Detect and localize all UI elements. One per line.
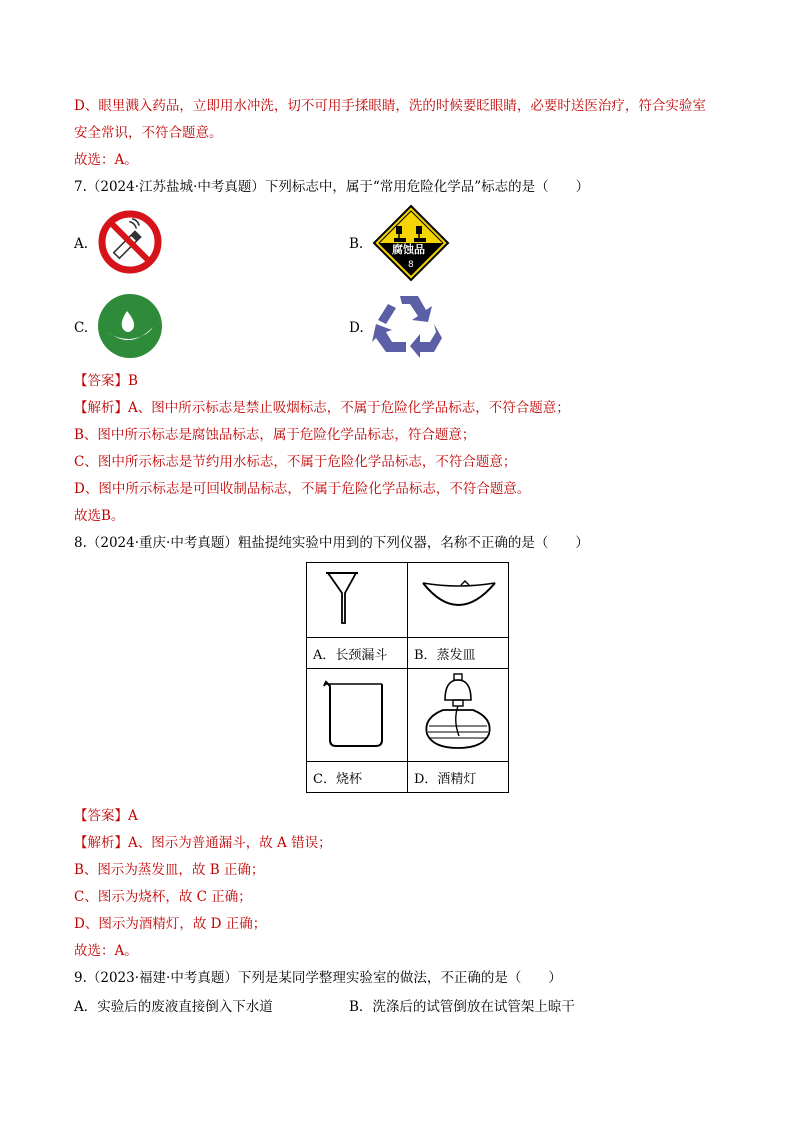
q7-analysis-line: B、图中所示标志是腐蚀品标志，属于危险化学品标志，符合题意； xyxy=(74,427,476,443)
q8-stem: 8.（2024·重庆·中考真题）粗盐提纯实验中用到的下列仪器，名称不正确的是（ ） xyxy=(74,535,589,551)
funnel-icon xyxy=(312,563,402,633)
instrument-caption-c: C．烧杯 xyxy=(307,762,408,793)
instrument-cell-d-image xyxy=(408,669,509,762)
instrument-caption-b: B．蒸发皿 xyxy=(408,638,509,669)
q8-analysis-line: 【解析】A、图示为普通漏斗，故 A 错误； xyxy=(74,835,332,851)
instrument-caption-d: D．酒精灯 xyxy=(408,762,509,793)
q7-analysis-line: D、图中所示标志是可回收制品标志，不属于危险化学品标志，不符合题意。 xyxy=(74,481,531,497)
alcohol-lamp-icon xyxy=(413,670,503,756)
q9-option-b: B．洗涤后的试管倒放在试管架上晾干 xyxy=(349,999,575,1015)
evaporating-dish-icon xyxy=(413,563,503,633)
instrument-cell-b-image xyxy=(408,563,509,638)
choose-line: 故选：A。 xyxy=(74,152,138,168)
q7-analysis-line: 【解析】A、图中所示标志是禁止吸烟标志，不属于危险化学品标志，不符合题意； xyxy=(74,400,570,416)
q7-option-a-label: A. xyxy=(74,236,89,252)
corrosive-sign-number: 8 xyxy=(408,260,414,270)
q7-analysis-line: 故选B。 xyxy=(74,508,125,524)
instrument-cell-a-image xyxy=(307,563,408,638)
q7-option-c-label: C. xyxy=(74,320,89,336)
q9-option-a: A．实验后的废液直接倒入下水道 xyxy=(74,999,273,1015)
d-analysis-line-1: D、眼里溅入药品，立即用水冲洗，切不可用手揉眼睛，洗的时候要眨眼睛，必要时送医治疗，符合实验室 xyxy=(74,98,706,114)
recycle-icon xyxy=(372,292,446,358)
q8-analysis-line: B、图示为蒸发皿，故 B 正确； xyxy=(74,862,265,878)
q8-analysis-line: C、图示为烧杯，故 C 正确； xyxy=(74,889,252,905)
water-saving-icon xyxy=(97,293,163,359)
q7-analysis-line: C、图中所示标志是节约用水标志，不属于危险化学品标志，不符合题意； xyxy=(74,454,517,470)
q7-answer: 【答案】B xyxy=(74,373,138,389)
q8-analysis-line: 故选：A。 xyxy=(74,943,138,959)
no-smoking-icon xyxy=(97,209,163,275)
beaker-icon xyxy=(312,670,402,756)
instrument-cell-c-image xyxy=(307,669,408,762)
q7-option-b-label: B. xyxy=(349,236,364,252)
instrument-caption-a: A．长颈漏斗 xyxy=(307,638,408,669)
q9-stem: 9.（2023·福建·中考真题）下列是某同学整理实验室的做法，不正确的是（ ） xyxy=(74,970,562,986)
corrosive-sign-text: 腐蚀品 xyxy=(392,243,425,256)
d-analysis-line-2: 安全常识，不符合题意。 xyxy=(74,125,223,141)
q8-analysis-line: D、图示为酒精灯，故 D 正确； xyxy=(74,916,267,932)
instrument-table xyxy=(306,562,509,793)
q8-answer: 【答案】A xyxy=(74,808,138,824)
q7-option-d-label: D. xyxy=(349,320,364,336)
q7-stem: 7.（2024·江苏盐城·中考真题）下列标志中，属于“常用危险化学品”标志的是（ ） xyxy=(74,179,590,195)
